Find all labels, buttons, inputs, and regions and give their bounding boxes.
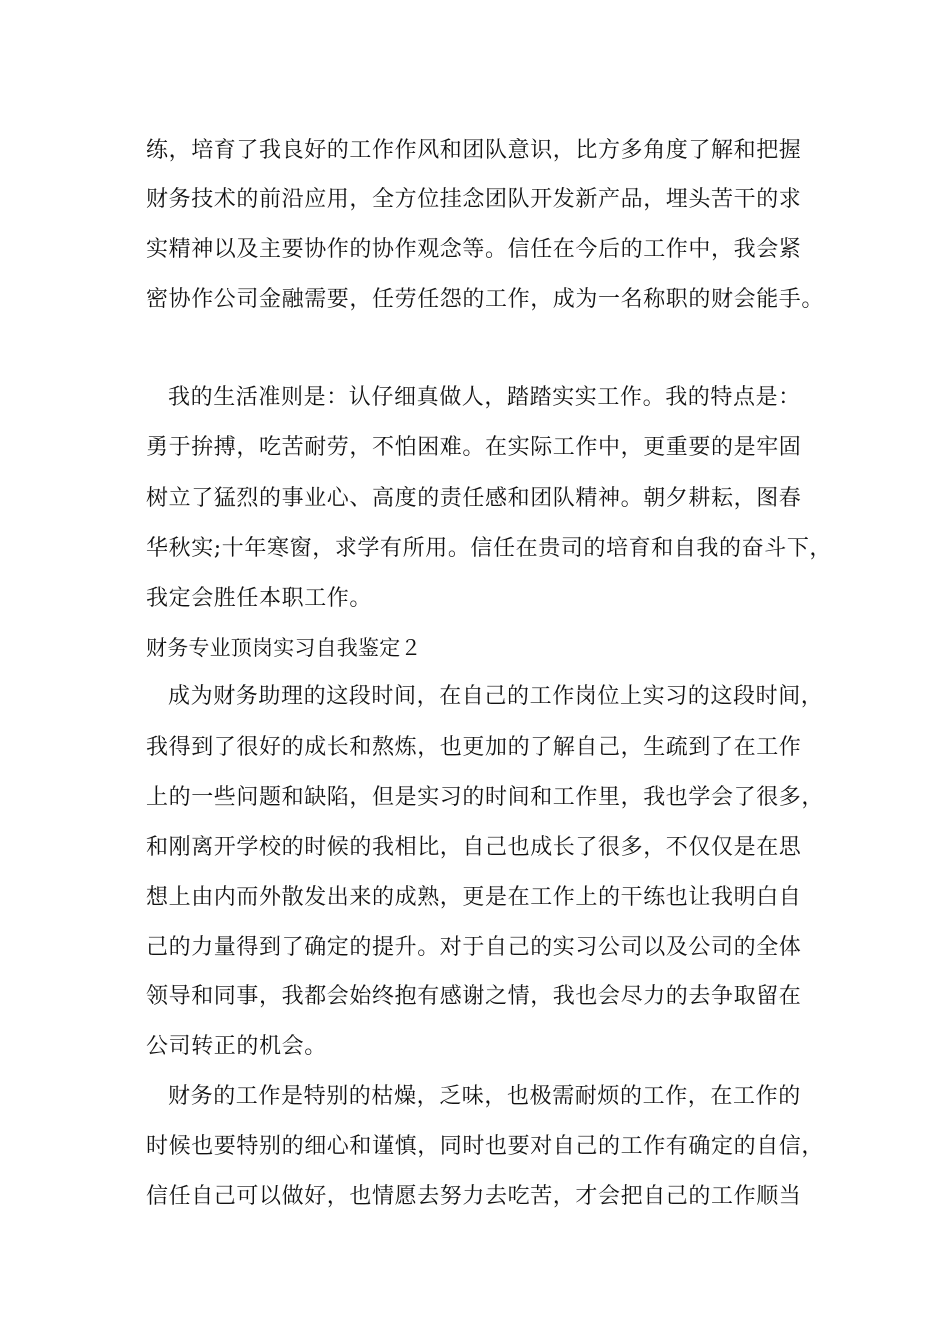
section-heading: 财务专业顶岗实习自我鉴定２ [146,636,422,660]
paragraph-line: 我得到了很好的成长和熬炼，也更加的了解自己，生疏到了在工作 [146,735,802,760]
paragraph-line: 练，培育了我良好的工作作风和团队意识，比方多角度了解和把握 [146,138,802,163]
paragraph-line: 财务技术的前沿应用，全方位挂念团队开发新产品，埋头苦干的求 [146,187,802,212]
paragraph-line: 信任自己可以做好，也情愿去努力去吃苦，才会把自己的工作顺当 [146,1184,802,1209]
paragraph-line: 我定会胜任本职工作。 [146,586,373,611]
paragraph-line: 时候也要特别的细心和谨慎，同时也要对自己的工作有确定的自信， [146,1134,825,1159]
paragraph-line: 想上由内而外散发出来的成熟，更是在工作上的干练也让我明白自 [146,885,802,910]
paragraph-line: 成为财务助理的这段时间，在自己的工作岗位上实习的这段时间， [168,684,824,709]
paragraph-line: 实精神以及主要协作的协作观念等。信任在今后的工作中，我会紧 [146,237,802,262]
paragraph-line: 华秋实;十年寒窗，求学有所用。信任在贵司的培育和自我的奋斗下， [146,536,833,561]
paragraph-line: 领导和同事，我都会始终抱有感谢之情，我也会尽力的去争取留在 [146,984,802,1009]
paragraph-line: 和刚离开学校的时候的我相比，自己也成长了很多，不仅仅是在思 [146,835,802,860]
paragraph-line: 树立了猛烈的事业心、高度的责任感和团队精神。朝夕耕耘，图春 [146,486,802,511]
paragraph-line: 上的一些问题和缺陷，但是实习的时间和工作里，我也学会了很多， [146,785,825,810]
paragraph-line: 己的力量得到了确定的提升。对于自己的实习公司以及公司的全体 [146,935,802,960]
paragraph-line: 财务的工作是特别的枯燥，乏味，也极需耐烦的工作，在工作的 [168,1084,801,1109]
paragraph-line: 密协作公司金融需要，任劳任怨的工作，成为一名称职的财会能手。 [146,287,825,312]
paragraph-line: 勇于拚搏，吃苦耐劳，不怕困难。在实际工作中，更重要的是牢固 [146,435,802,460]
paragraph-line: 我的生活准则是：认仔细真做人，踏踏实实工作。我的特点是： [168,385,801,410]
paragraph-line: 公司转正的机会。 [146,1034,327,1059]
